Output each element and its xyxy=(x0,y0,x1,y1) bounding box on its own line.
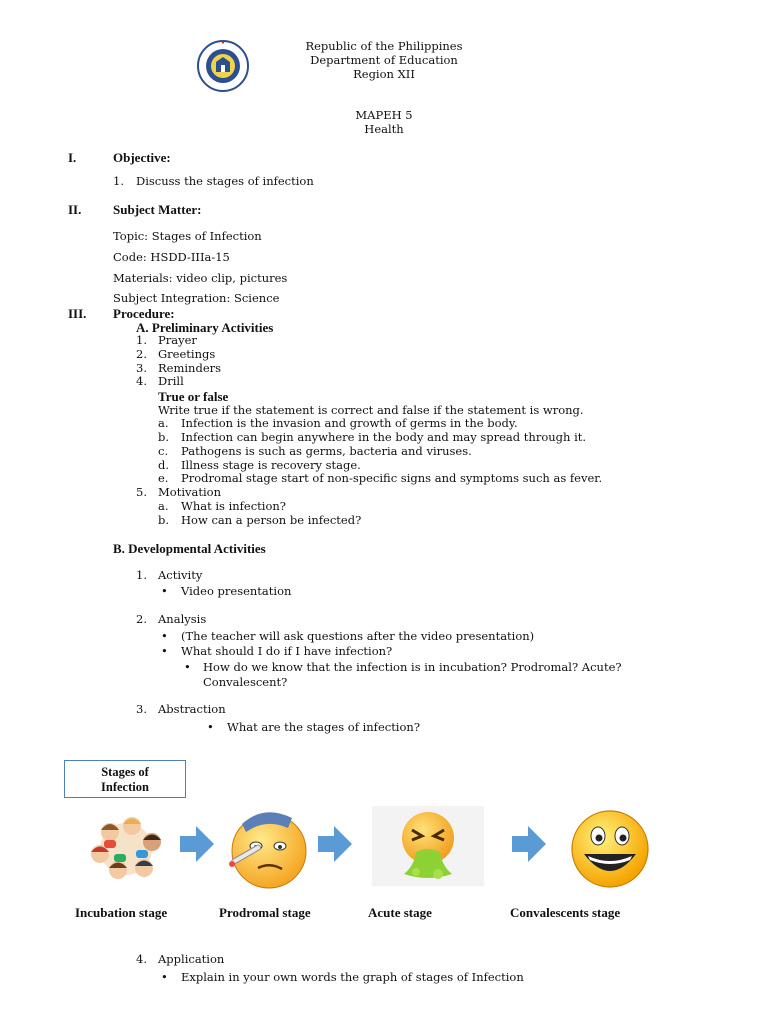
bullet-icon: • xyxy=(161,644,168,658)
sick-face-icon xyxy=(222,802,314,890)
analysis-bullet-2: What should I do if I have infection? xyxy=(181,644,393,658)
stage-label-convalescent: Convalescents stage xyxy=(510,905,621,920)
section-1-number: I. xyxy=(68,150,77,165)
list-item-number: d. xyxy=(158,458,170,472)
topic-line: Topic: Stages of Infection xyxy=(113,229,262,243)
abstraction-number: 3. xyxy=(136,702,147,716)
list-item: Prodromal stage start of non-specific signs and symptoms such as fever. xyxy=(181,471,603,485)
happy-face-icon xyxy=(568,808,652,890)
header-republic: Republic of the Philippines xyxy=(305,39,463,53)
developmental-title: B. Developmental Activities xyxy=(113,541,266,556)
integration-line: Subject Integration: Science xyxy=(113,291,280,305)
bullet-icon: • xyxy=(207,720,214,734)
arrow-right-icon xyxy=(180,826,214,862)
arrow-right-icon xyxy=(512,826,546,862)
header-subject: MAPEH 5 xyxy=(355,108,413,122)
list-item-number: b. xyxy=(158,430,170,444)
objective-text: Discuss the stages of infection xyxy=(136,174,314,188)
preliminary-title: A. Preliminary Activities xyxy=(136,320,274,335)
header-region: Region XII xyxy=(353,67,415,81)
analysis-bullet-3: How do we know that the infection is in incubation? Prodromal? Acute? xyxy=(203,660,622,674)
list-item: How can a person be infected? xyxy=(181,513,362,527)
application-number: 4. xyxy=(136,952,147,966)
analysis-number: 2. xyxy=(136,612,147,626)
list-item-number: 4. xyxy=(136,374,147,388)
list-item: Reminders xyxy=(158,361,222,375)
true-false-title: True or false xyxy=(158,389,229,404)
list-item-number: 2. xyxy=(136,347,147,361)
list-item-number: e. xyxy=(158,471,169,485)
abstraction-title: Abstraction xyxy=(158,702,226,716)
activity-title: Activity xyxy=(158,568,203,582)
list-item: Prayer xyxy=(158,333,197,347)
bullet-icon: • xyxy=(161,584,168,598)
abstraction-bullet-1: What are the stages of infection? xyxy=(227,720,420,734)
section-3-title: Procedure: xyxy=(113,306,175,321)
section-3-number: III. xyxy=(68,306,87,321)
list-item-number: b. xyxy=(158,513,170,527)
section-2-number: II. xyxy=(68,202,82,217)
activity-bullet-1: Video presentation xyxy=(181,584,292,598)
objective-number: 1. xyxy=(113,174,124,188)
true-false-instructions: Write true if the statement is correct and false if the statement is wrong. xyxy=(158,403,584,417)
activity-number: 1. xyxy=(136,568,147,582)
application-bullet-1: Explain in your own words the graph of stages of Infection xyxy=(181,970,524,984)
bullet-icon: • xyxy=(161,629,168,643)
stage-label-incubation: Incubation stage xyxy=(75,905,168,920)
materials-line: Materials: video clip, pictures xyxy=(113,271,288,285)
arrow-right-icon xyxy=(318,826,352,862)
list-item: What is infection? xyxy=(181,499,286,513)
list-item-number: c. xyxy=(158,444,169,458)
list-item-number: a. xyxy=(158,499,169,513)
list-item: Pathogens is such as germs, bacteria and viruses. xyxy=(181,444,472,458)
stages-title-line-1: Stages of xyxy=(101,765,149,779)
children-group-icon xyxy=(80,812,172,886)
section-2-title: Subject Matter: xyxy=(113,202,202,217)
bullet-icon: • xyxy=(161,970,168,984)
list-item-number: a. xyxy=(158,416,169,430)
bullet-icon: • xyxy=(184,660,191,674)
list-item: Infection is the invasion and growth of germs in the body. xyxy=(181,416,518,430)
application-title: Application xyxy=(158,952,225,966)
motivation-title: Motivation xyxy=(158,485,221,499)
list-item: Illness stage is recovery stage. xyxy=(181,458,361,472)
vomiting-face-icon xyxy=(372,806,484,886)
list-item-number: 3. xyxy=(136,361,147,375)
section-1-title: Objective: xyxy=(113,150,171,165)
analysis-bullet-3-cont: Convalescent? xyxy=(203,675,288,689)
list-item: Greetings xyxy=(158,347,216,361)
header-department: Department of Education xyxy=(310,53,458,67)
analysis-bullet-1: (The teacher will ask questions after the video presentation) xyxy=(181,629,535,643)
analysis-title: Analysis xyxy=(158,612,207,626)
list-item: Drill xyxy=(158,374,184,388)
list-item: Infection can begin anywhere in the body and may spread through it. xyxy=(181,430,587,444)
stage-label-acute: Acute stage xyxy=(368,905,432,920)
code-line: Code: HSDD-IIIa-15 xyxy=(113,250,230,264)
stages-title-box xyxy=(64,760,186,798)
stages-title-line-2: Infection xyxy=(101,780,149,794)
motivation-number: 5. xyxy=(136,485,147,499)
header-health: Health xyxy=(364,122,404,136)
stage-label-prodromal: Prodromal stage xyxy=(219,905,311,920)
list-item-number: 1. xyxy=(136,333,147,347)
